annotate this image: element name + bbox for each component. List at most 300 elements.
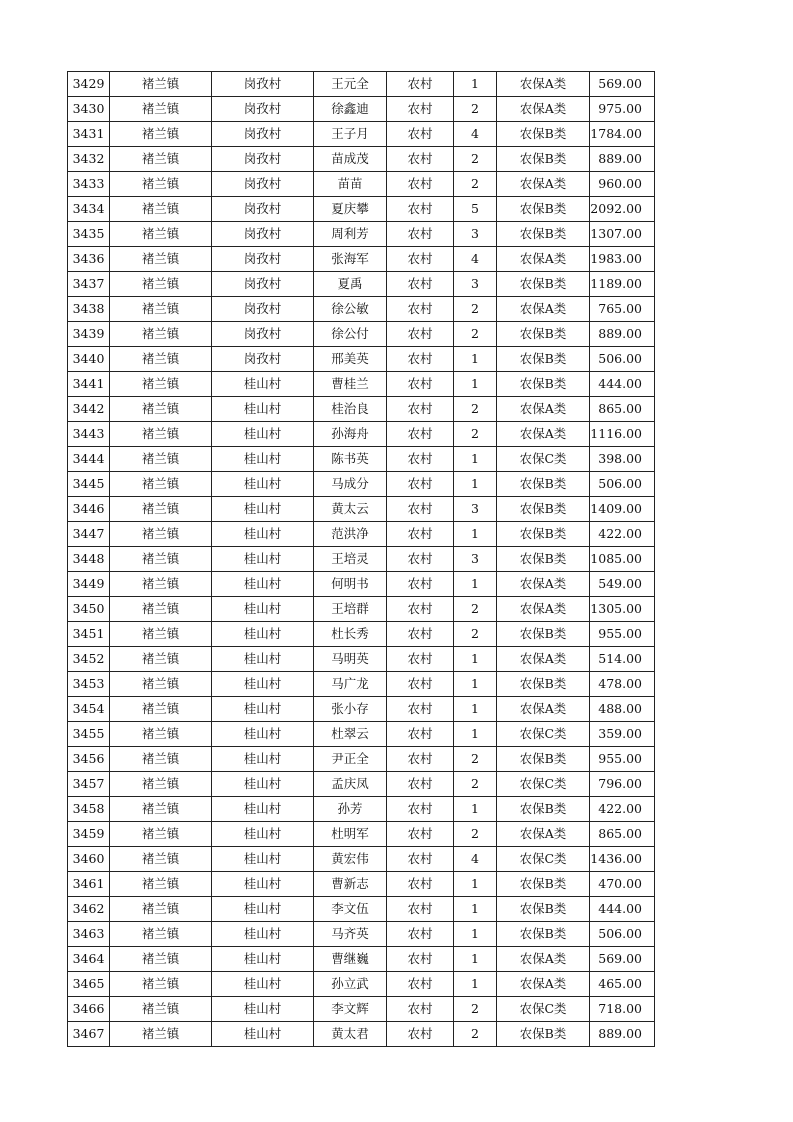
household-type-cell: 农村 bbox=[387, 97, 454, 122]
household-type-cell: 农村 bbox=[387, 272, 454, 297]
member-count-cell: 2 bbox=[454, 772, 497, 797]
member-count-cell: 1 bbox=[454, 947, 497, 972]
household-type-cell: 农村 bbox=[387, 622, 454, 647]
village-cell: 岗孜村 bbox=[212, 147, 314, 172]
amount-cell: 975.00 bbox=[590, 97, 655, 122]
amount-cell: 1085.00 bbox=[590, 547, 655, 572]
table-row bbox=[68, 147, 655, 172]
household-type-cell: 农村 bbox=[387, 872, 454, 897]
member-count-cell: 1 bbox=[454, 972, 497, 997]
member-count-cell: 2 bbox=[454, 172, 497, 197]
name-cell: 曹继巍 bbox=[314, 947, 387, 972]
table-row bbox=[68, 897, 655, 922]
village-cell: 岗孜村 bbox=[212, 347, 314, 372]
member-count-cell: 2 bbox=[454, 997, 497, 1022]
town-cell: 褚兰镇 bbox=[110, 1022, 212, 1047]
village-cell: 桂山村 bbox=[212, 397, 314, 422]
town-cell: 褚兰镇 bbox=[110, 347, 212, 372]
category-cell: 农保C类 bbox=[497, 847, 590, 872]
name-cell: 李文辉 bbox=[314, 997, 387, 1022]
town-cell: 褚兰镇 bbox=[110, 122, 212, 147]
serial-number-cell: 3435 bbox=[68, 222, 110, 247]
serial-number-cell: 3442 bbox=[68, 397, 110, 422]
town-cell: 褚兰镇 bbox=[110, 547, 212, 572]
town-cell: 褚兰镇 bbox=[110, 197, 212, 222]
serial-number-cell: 3459 bbox=[68, 822, 110, 847]
table-row bbox=[68, 572, 655, 597]
member-count-cell: 2 bbox=[454, 1022, 497, 1047]
village-cell: 桂山村 bbox=[212, 872, 314, 897]
category-cell: 农保B类 bbox=[497, 922, 590, 947]
category-cell: 农保A类 bbox=[497, 97, 590, 122]
member-count-cell: 1 bbox=[454, 572, 497, 597]
category-cell: 农保A类 bbox=[497, 822, 590, 847]
name-cell: 马明英 bbox=[314, 647, 387, 672]
name-cell: 黄宏伟 bbox=[314, 847, 387, 872]
serial-number-cell: 3467 bbox=[68, 1022, 110, 1047]
town-cell: 褚兰镇 bbox=[110, 472, 212, 497]
amount-cell: 718.00 bbox=[590, 997, 655, 1022]
household-type-cell: 农村 bbox=[387, 997, 454, 1022]
table-row bbox=[68, 522, 655, 547]
serial-number-cell: 3462 bbox=[68, 897, 110, 922]
town-cell: 褚兰镇 bbox=[110, 847, 212, 872]
household-type-cell: 农村 bbox=[387, 447, 454, 472]
town-cell: 褚兰镇 bbox=[110, 972, 212, 997]
serial-number-cell: 3430 bbox=[68, 97, 110, 122]
category-cell: 农保B类 bbox=[497, 897, 590, 922]
serial-number-cell: 3458 bbox=[68, 797, 110, 822]
serial-number-cell: 3464 bbox=[68, 947, 110, 972]
name-cell: 王子月 bbox=[314, 122, 387, 147]
table-row bbox=[68, 797, 655, 822]
category-cell: 农保A类 bbox=[497, 172, 590, 197]
serial-number-cell: 3465 bbox=[68, 972, 110, 997]
household-type-cell: 农村 bbox=[387, 947, 454, 972]
name-cell: 徐公敏 bbox=[314, 297, 387, 322]
household-type-cell: 农村 bbox=[387, 322, 454, 347]
table-row bbox=[68, 347, 655, 372]
name-cell: 杜翠云 bbox=[314, 722, 387, 747]
amount-cell: 549.00 bbox=[590, 572, 655, 597]
category-cell: 农保B类 bbox=[497, 197, 590, 222]
household-type-cell: 农村 bbox=[387, 572, 454, 597]
town-cell: 褚兰镇 bbox=[110, 622, 212, 647]
name-cell: 张小存 bbox=[314, 697, 387, 722]
serial-number-cell: 3453 bbox=[68, 672, 110, 697]
table-row bbox=[68, 672, 655, 697]
town-cell: 褚兰镇 bbox=[110, 97, 212, 122]
category-cell: 农保A类 bbox=[497, 297, 590, 322]
name-cell: 邢美英 bbox=[314, 347, 387, 372]
category-cell: 农保B类 bbox=[497, 222, 590, 247]
town-cell: 褚兰镇 bbox=[110, 997, 212, 1022]
village-cell: 岗孜村 bbox=[212, 322, 314, 347]
amount-cell: 506.00 bbox=[590, 347, 655, 372]
town-cell: 褚兰镇 bbox=[110, 422, 212, 447]
household-type-cell: 农村 bbox=[387, 647, 454, 672]
town-cell: 褚兰镇 bbox=[110, 322, 212, 347]
category-cell: 农保B类 bbox=[497, 547, 590, 572]
name-cell: 曹新志 bbox=[314, 872, 387, 897]
name-cell: 杜明军 bbox=[314, 822, 387, 847]
name-cell: 黄太云 bbox=[314, 497, 387, 522]
category-cell: 农保B类 bbox=[497, 472, 590, 497]
member-count-cell: 2 bbox=[454, 622, 497, 647]
member-count-cell: 2 bbox=[454, 822, 497, 847]
table-row bbox=[68, 622, 655, 647]
amount-cell: 765.00 bbox=[590, 297, 655, 322]
village-cell: 桂山村 bbox=[212, 922, 314, 947]
table-row bbox=[68, 222, 655, 247]
table-row bbox=[68, 322, 655, 347]
village-cell: 岗孜村 bbox=[212, 72, 314, 97]
amount-cell: 955.00 bbox=[590, 747, 655, 772]
serial-number-cell: 3457 bbox=[68, 772, 110, 797]
category-cell: 农保B类 bbox=[497, 797, 590, 822]
serial-number-cell: 3436 bbox=[68, 247, 110, 272]
member-count-cell: 1 bbox=[454, 647, 497, 672]
amount-cell: 569.00 bbox=[590, 72, 655, 97]
amount-cell: 514.00 bbox=[590, 647, 655, 672]
household-type-cell: 农村 bbox=[387, 147, 454, 172]
village-cell: 桂山村 bbox=[212, 1022, 314, 1047]
household-type-cell: 农村 bbox=[387, 797, 454, 822]
name-cell: 王培灵 bbox=[314, 547, 387, 572]
town-cell: 褚兰镇 bbox=[110, 572, 212, 597]
name-cell: 黄太君 bbox=[314, 1022, 387, 1047]
serial-number-cell: 3429 bbox=[68, 72, 110, 97]
table-row bbox=[68, 872, 655, 897]
town-cell: 褚兰镇 bbox=[110, 172, 212, 197]
member-count-cell: 3 bbox=[454, 272, 497, 297]
category-cell: 农保B类 bbox=[497, 622, 590, 647]
name-cell: 周利芳 bbox=[314, 222, 387, 247]
name-cell: 尹正全 bbox=[314, 747, 387, 772]
category-cell: 农保B类 bbox=[497, 322, 590, 347]
village-cell: 桂山村 bbox=[212, 947, 314, 972]
town-cell: 褚兰镇 bbox=[110, 272, 212, 297]
amount-cell: 465.00 bbox=[590, 972, 655, 997]
name-cell: 陈书英 bbox=[314, 447, 387, 472]
village-cell: 桂山村 bbox=[212, 772, 314, 797]
category-cell: 农保A类 bbox=[497, 697, 590, 722]
table-row bbox=[68, 72, 655, 97]
category-cell: 农保B类 bbox=[497, 872, 590, 897]
name-cell: 马广龙 bbox=[314, 672, 387, 697]
serial-number-cell: 3449 bbox=[68, 572, 110, 597]
serial-number-cell: 3460 bbox=[68, 847, 110, 872]
household-type-cell: 农村 bbox=[387, 897, 454, 922]
member-count-cell: 2 bbox=[454, 147, 497, 172]
town-cell: 褚兰镇 bbox=[110, 722, 212, 747]
name-cell: 孙立武 bbox=[314, 972, 387, 997]
serial-number-cell: 3444 bbox=[68, 447, 110, 472]
table-row bbox=[68, 272, 655, 297]
village-cell: 岗孜村 bbox=[212, 122, 314, 147]
table-row bbox=[68, 497, 655, 522]
serial-number-cell: 3456 bbox=[68, 747, 110, 772]
household-type-cell: 农村 bbox=[387, 472, 454, 497]
table-row bbox=[68, 822, 655, 847]
town-cell: 褚兰镇 bbox=[110, 447, 212, 472]
table-row bbox=[68, 847, 655, 872]
member-count-cell: 1 bbox=[454, 72, 497, 97]
village-cell: 桂山村 bbox=[212, 722, 314, 747]
amount-cell: 506.00 bbox=[590, 472, 655, 497]
town-cell: 褚兰镇 bbox=[110, 372, 212, 397]
table-row bbox=[68, 997, 655, 1022]
amount-cell: 889.00 bbox=[590, 1022, 655, 1047]
name-cell: 夏庆攀 bbox=[314, 197, 387, 222]
member-count-cell: 3 bbox=[454, 547, 497, 572]
member-count-cell: 4 bbox=[454, 847, 497, 872]
serial-number-cell: 3445 bbox=[68, 472, 110, 497]
village-cell: 岗孜村 bbox=[212, 272, 314, 297]
member-count-cell: 1 bbox=[454, 447, 497, 472]
household-type-cell: 农村 bbox=[387, 372, 454, 397]
amount-cell: 889.00 bbox=[590, 147, 655, 172]
category-cell: 农保B类 bbox=[497, 522, 590, 547]
amount-cell: 398.00 bbox=[590, 447, 655, 472]
town-cell: 褚兰镇 bbox=[110, 922, 212, 947]
table-row bbox=[68, 747, 655, 772]
serial-number-cell: 3452 bbox=[68, 647, 110, 672]
category-cell: 农保C类 bbox=[497, 722, 590, 747]
village-cell: 桂山村 bbox=[212, 897, 314, 922]
table-row bbox=[68, 1022, 655, 1047]
amount-cell: 865.00 bbox=[590, 822, 655, 847]
serial-number-cell: 3441 bbox=[68, 372, 110, 397]
household-type-cell: 农村 bbox=[387, 772, 454, 797]
member-count-cell: 1 bbox=[454, 922, 497, 947]
member-count-cell: 2 bbox=[454, 747, 497, 772]
village-cell: 岗孜村 bbox=[212, 172, 314, 197]
table-row bbox=[68, 297, 655, 322]
amount-cell: 478.00 bbox=[590, 672, 655, 697]
member-count-cell: 2 bbox=[454, 297, 497, 322]
table-row bbox=[68, 197, 655, 222]
town-cell: 褚兰镇 bbox=[110, 147, 212, 172]
amount-cell: 1409.00 bbox=[590, 497, 655, 522]
table-row bbox=[68, 547, 655, 572]
table-row bbox=[68, 122, 655, 147]
town-cell: 褚兰镇 bbox=[110, 597, 212, 622]
village-cell: 桂山村 bbox=[212, 547, 314, 572]
category-cell: 农保B类 bbox=[497, 372, 590, 397]
village-cell: 岗孜村 bbox=[212, 222, 314, 247]
member-count-cell: 1 bbox=[454, 472, 497, 497]
serial-number-cell: 3446 bbox=[68, 497, 110, 522]
name-cell: 孙海舟 bbox=[314, 422, 387, 447]
amount-cell: 1116.00 bbox=[590, 422, 655, 447]
table-row bbox=[68, 97, 655, 122]
town-cell: 褚兰镇 bbox=[110, 497, 212, 522]
table-row bbox=[68, 422, 655, 447]
town-cell: 褚兰镇 bbox=[110, 697, 212, 722]
table-row bbox=[68, 447, 655, 472]
category-cell: 农保A类 bbox=[497, 972, 590, 997]
serial-number-cell: 3448 bbox=[68, 547, 110, 572]
amount-cell: 955.00 bbox=[590, 622, 655, 647]
member-count-cell: 2 bbox=[454, 597, 497, 622]
household-type-cell: 农村 bbox=[387, 547, 454, 572]
amount-cell: 865.00 bbox=[590, 397, 655, 422]
village-cell: 桂山村 bbox=[212, 797, 314, 822]
town-cell: 褚兰镇 bbox=[110, 747, 212, 772]
village-cell: 岗孜村 bbox=[212, 297, 314, 322]
household-type-cell: 农村 bbox=[387, 397, 454, 422]
amount-cell: 422.00 bbox=[590, 797, 655, 822]
member-count-cell: 2 bbox=[454, 397, 497, 422]
category-cell: 农保A类 bbox=[497, 597, 590, 622]
name-cell: 范洪净 bbox=[314, 522, 387, 547]
amount-cell: 444.00 bbox=[590, 372, 655, 397]
member-count-cell: 3 bbox=[454, 497, 497, 522]
town-cell: 褚兰镇 bbox=[110, 822, 212, 847]
household-type-cell: 农村 bbox=[387, 347, 454, 372]
serial-number-cell: 3434 bbox=[68, 197, 110, 222]
household-type-cell: 农村 bbox=[387, 697, 454, 722]
serial-number-cell: 3433 bbox=[68, 172, 110, 197]
member-count-cell: 3 bbox=[454, 222, 497, 247]
category-cell: 农保A类 bbox=[497, 647, 590, 672]
category-cell: 农保B类 bbox=[497, 272, 590, 297]
table-row bbox=[68, 922, 655, 947]
village-cell: 桂山村 bbox=[212, 647, 314, 672]
amount-cell: 506.00 bbox=[590, 922, 655, 947]
town-cell: 褚兰镇 bbox=[110, 897, 212, 922]
amount-cell: 1189.00 bbox=[590, 272, 655, 297]
serial-number-cell: 3432 bbox=[68, 147, 110, 172]
village-cell: 桂山村 bbox=[212, 747, 314, 772]
town-cell: 褚兰镇 bbox=[110, 672, 212, 697]
amount-cell: 1784.00 bbox=[590, 122, 655, 147]
town-cell: 褚兰镇 bbox=[110, 72, 212, 97]
village-cell: 桂山村 bbox=[212, 822, 314, 847]
amount-cell: 1307.00 bbox=[590, 222, 655, 247]
category-cell: 农保A类 bbox=[497, 947, 590, 972]
town-cell: 褚兰镇 bbox=[110, 872, 212, 897]
village-cell: 桂山村 bbox=[212, 572, 314, 597]
amount-cell: 488.00 bbox=[590, 697, 655, 722]
category-cell: 农保C类 bbox=[497, 447, 590, 472]
household-type-cell: 农村 bbox=[387, 822, 454, 847]
category-cell: 农保B类 bbox=[497, 497, 590, 522]
name-cell: 张海军 bbox=[314, 247, 387, 272]
village-cell: 桂山村 bbox=[212, 847, 314, 872]
town-cell: 褚兰镇 bbox=[110, 947, 212, 972]
amount-cell: 470.00 bbox=[590, 872, 655, 897]
household-type-cell: 农村 bbox=[387, 497, 454, 522]
serial-number-cell: 3437 bbox=[68, 272, 110, 297]
member-count-cell: 2 bbox=[454, 97, 497, 122]
name-cell: 曹桂兰 bbox=[314, 372, 387, 397]
village-cell: 桂山村 bbox=[212, 972, 314, 997]
serial-number-cell: 3466 bbox=[68, 997, 110, 1022]
village-cell: 桂山村 bbox=[212, 372, 314, 397]
table-row bbox=[68, 372, 655, 397]
amount-cell: 2092.00 bbox=[590, 197, 655, 222]
member-count-cell: 1 bbox=[454, 522, 497, 547]
name-cell: 徐鑫迪 bbox=[314, 97, 387, 122]
household-type-cell: 农村 bbox=[387, 122, 454, 147]
village-cell: 桂山村 bbox=[212, 522, 314, 547]
town-cell: 褚兰镇 bbox=[110, 247, 212, 272]
category-cell: 农保C类 bbox=[497, 997, 590, 1022]
town-cell: 褚兰镇 bbox=[110, 297, 212, 322]
name-cell: 苗苗 bbox=[314, 172, 387, 197]
data-table bbox=[67, 71, 655, 1047]
category-cell: 农保A类 bbox=[497, 572, 590, 597]
category-cell: 农保C类 bbox=[497, 772, 590, 797]
table-row bbox=[68, 597, 655, 622]
category-cell: 农保B类 bbox=[497, 147, 590, 172]
member-count-cell: 2 bbox=[454, 422, 497, 447]
household-type-cell: 农村 bbox=[387, 522, 454, 547]
village-cell: 岗孜村 bbox=[212, 247, 314, 272]
category-cell: 农保A类 bbox=[497, 422, 590, 447]
name-cell: 马成分 bbox=[314, 472, 387, 497]
amount-cell: 796.00 bbox=[590, 772, 655, 797]
town-cell: 褚兰镇 bbox=[110, 772, 212, 797]
member-count-cell: 1 bbox=[454, 722, 497, 747]
household-type-cell: 农村 bbox=[387, 672, 454, 697]
amount-cell: 1436.00 bbox=[590, 847, 655, 872]
table-row bbox=[68, 472, 655, 497]
table-row bbox=[68, 397, 655, 422]
member-count-cell: 1 bbox=[454, 872, 497, 897]
table-row bbox=[68, 247, 655, 272]
member-count-cell: 1 bbox=[454, 372, 497, 397]
serial-number-cell: 3443 bbox=[68, 422, 110, 447]
category-cell: 农保A类 bbox=[497, 397, 590, 422]
category-cell: 农保B类 bbox=[497, 347, 590, 372]
household-type-cell: 农村 bbox=[387, 722, 454, 747]
amount-cell: 444.00 bbox=[590, 897, 655, 922]
household-type-cell: 农村 bbox=[387, 197, 454, 222]
member-count-cell: 4 bbox=[454, 122, 497, 147]
household-type-cell: 农村 bbox=[387, 172, 454, 197]
serial-number-cell: 3451 bbox=[68, 622, 110, 647]
serial-number-cell: 3438 bbox=[68, 297, 110, 322]
member-count-cell: 4 bbox=[454, 247, 497, 272]
town-cell: 褚兰镇 bbox=[110, 647, 212, 672]
village-cell: 桂山村 bbox=[212, 497, 314, 522]
table-body bbox=[68, 72, 655, 1047]
name-cell: 马齐英 bbox=[314, 922, 387, 947]
name-cell: 杜长秀 bbox=[314, 622, 387, 647]
household-type-cell: 农村 bbox=[387, 247, 454, 272]
table-row bbox=[68, 172, 655, 197]
household-type-cell: 农村 bbox=[387, 747, 454, 772]
table-row bbox=[68, 697, 655, 722]
serial-number-cell: 3455 bbox=[68, 722, 110, 747]
member-count-cell: 5 bbox=[454, 197, 497, 222]
member-count-cell: 1 bbox=[454, 897, 497, 922]
table-row bbox=[68, 772, 655, 797]
village-cell: 桂山村 bbox=[212, 672, 314, 697]
member-count-cell: 1 bbox=[454, 797, 497, 822]
serial-number-cell: 3447 bbox=[68, 522, 110, 547]
town-cell: 褚兰镇 bbox=[110, 222, 212, 247]
member-count-cell: 1 bbox=[454, 697, 497, 722]
household-type-cell: 农村 bbox=[387, 847, 454, 872]
name-cell: 何明书 bbox=[314, 572, 387, 597]
name-cell: 孙芳 bbox=[314, 797, 387, 822]
village-cell: 桂山村 bbox=[212, 697, 314, 722]
town-cell: 褚兰镇 bbox=[110, 797, 212, 822]
